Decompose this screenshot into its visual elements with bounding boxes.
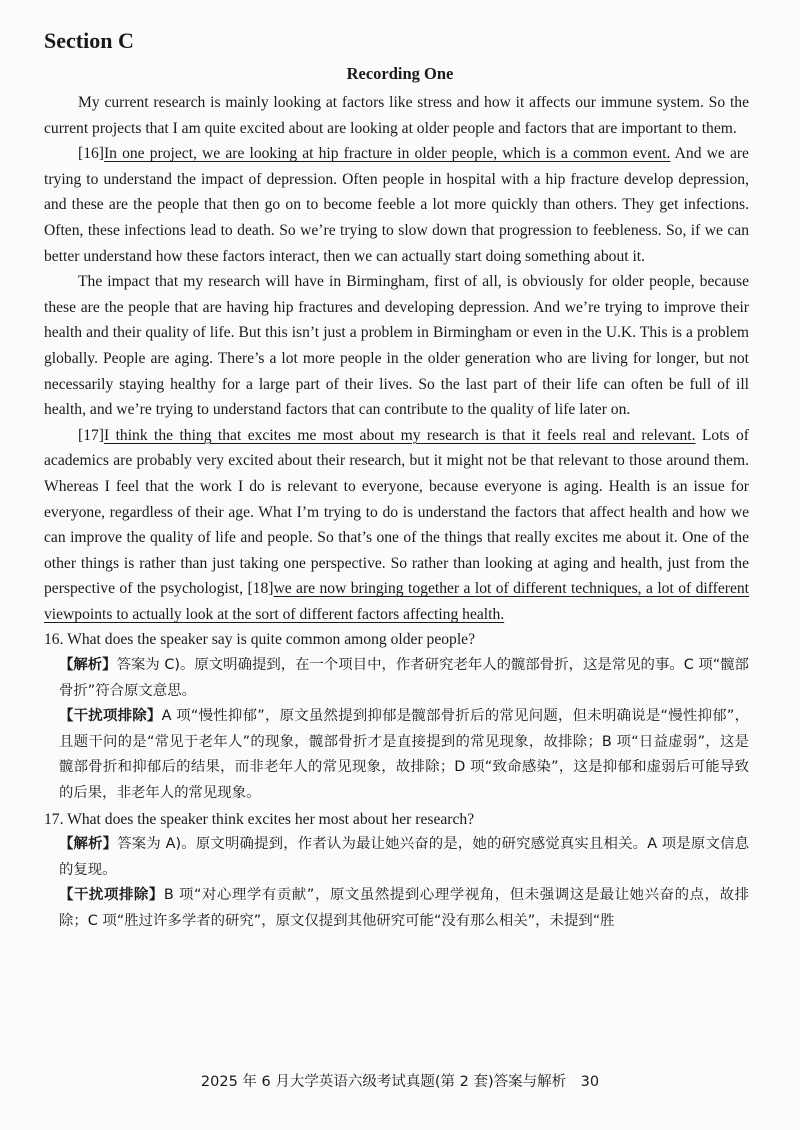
paragraph-2-rest: And we are trying to understand the impact of depression. Often people in hospital with a hip fracture develop depression, and these are the people that then go on to become feeble a lot more quickly than others. They get infections. Often, these infections lead to death. So we’re trying to slow down that progression to feebleness. So, if we can better understand how these factors interact, then we can actually start doing something about it.	[44, 145, 749, 265]
underlined-answer-16: In one project, we are looking at hip fracture in older people, which is a common event.	[103, 145, 671, 163]
analysis-text-17: 答案为 A)。原文明确提到，作者认为最让她兴奋的是，她的研究感觉真实且相关。A 项是原文信息的复现。	[59, 836, 749, 878]
underlined-answer-18: we are now bringing together a lot of different techniques, a lot of different viewpoints to actually look at the sort of different factors affecting health.	[44, 580, 749, 623]
paragraph-3: The impact that my research will have in Birmingham, first of all, is obviously for older people, because these are the people that are having hip fractures and developing depression. And we’re trying to improve their health and their quality of life. But this isn’t just a problem in Birmingham or even in the U.K. This is a problem globally. People are aging. There’s a lot more people in the older generation who are living for longer, but not necessarily staying healthy for a large part of their lives. So the last part of their life can often be full of ill health, and we’re trying to understand factors that can contribute to the quality of life later on.	[44, 273, 749, 419]
paragraph-4-mid: Lots of academics are probably very excited about their research, but it might not be that relevant to those around them. Whereas I feel that the work I do is relevant to everyone, because everyone is aging. Health is an issue for everyone, regardless of their age. What I’m trying to do is understand the factors that affect health and how we can improve the quality of life and people. So that’s one of the things that really excites me about it. One of the other things is rather than just taking one perspective. So rather than looking at aging and health, just from the perspective of the psychologist,	[44, 426, 750, 598]
question-16-block	[44, 627, 749, 806]
section-title: Section C	[44, 28, 134, 53]
question-16: 16. What does the speaker say is quite common among older people?	[44, 631, 476, 649]
question-17: 17. What does the speaker think excites her most about her research?	[44, 810, 475, 828]
recording-title: Recording One	[346, 64, 454, 83]
paragraph-2	[44, 141, 749, 269]
distractor-17	[44, 883, 749, 934]
underlined-answer-17: I think the thing that excites me most about my research is that it feels real and relevant.	[103, 426, 696, 444]
analysis-text-16: 答案为 C)。原文明确提到，在一个项目中，作者研究老年人的髋部骨折，这是常见的事。C 项“髋部骨折”符合原文意思。	[59, 657, 749, 699]
marker-16: [16]	[78, 145, 104, 163]
distractor-label-17: 【干扰项排除】	[59, 887, 164, 904]
analysis-label-17: 【解析】	[59, 836, 118, 853]
analysis-label-16: 【解析】	[59, 657, 117, 674]
paragraph-4	[44, 423, 749, 628]
page-footer: 2025 年 6 月大学英语六级考试真题(第 2 套)答案与解析 30	[200, 1074, 600, 1090]
marker-17: [17]	[78, 426, 104, 444]
paragraph-1: My current research is mainly looking at factors like stress and how it affects our immune system. So the current projects that I am quite excited about are looking at older people and factors that are important to them.	[44, 94, 749, 137]
analysis-16	[44, 653, 749, 704]
marker-18: [18]	[247, 580, 274, 598]
distractor-text-16: A 项“慢性抑郁”，原文虽然提到抑郁是髋部骨折后的常见问题，但未明确说是“慢性抑郁”，且题干问的是“常见于老年人”的现象，髋部骨折才是直接提到的常见现象，故排除；B 项“日益虚弱”，这是髋部骨折和抑郁后的结果，而非老年人的常见现象，故排除；D 项“致命感染”，这是抑郁和虚弱后可能导致的后果，非老年人的常见现象。	[59, 708, 749, 802]
analysis-17	[44, 832, 749, 883]
question-17-block	[44, 807, 749, 935]
distractor-label-16: 【干扰项排除】	[59, 708, 162, 725]
distractor-16	[44, 704, 749, 806]
distractor-text-17: B 项“对心理学有贡献”，原文虽然提到心理学视角，但未强调这是最让她兴奋的点，故排除；C 项“胜过许多学者的研究”，原文仅提到其他研究可能“没有那么相关”，未提到“胜	[59, 887, 749, 929]
transcript-body	[44, 90, 749, 935]
